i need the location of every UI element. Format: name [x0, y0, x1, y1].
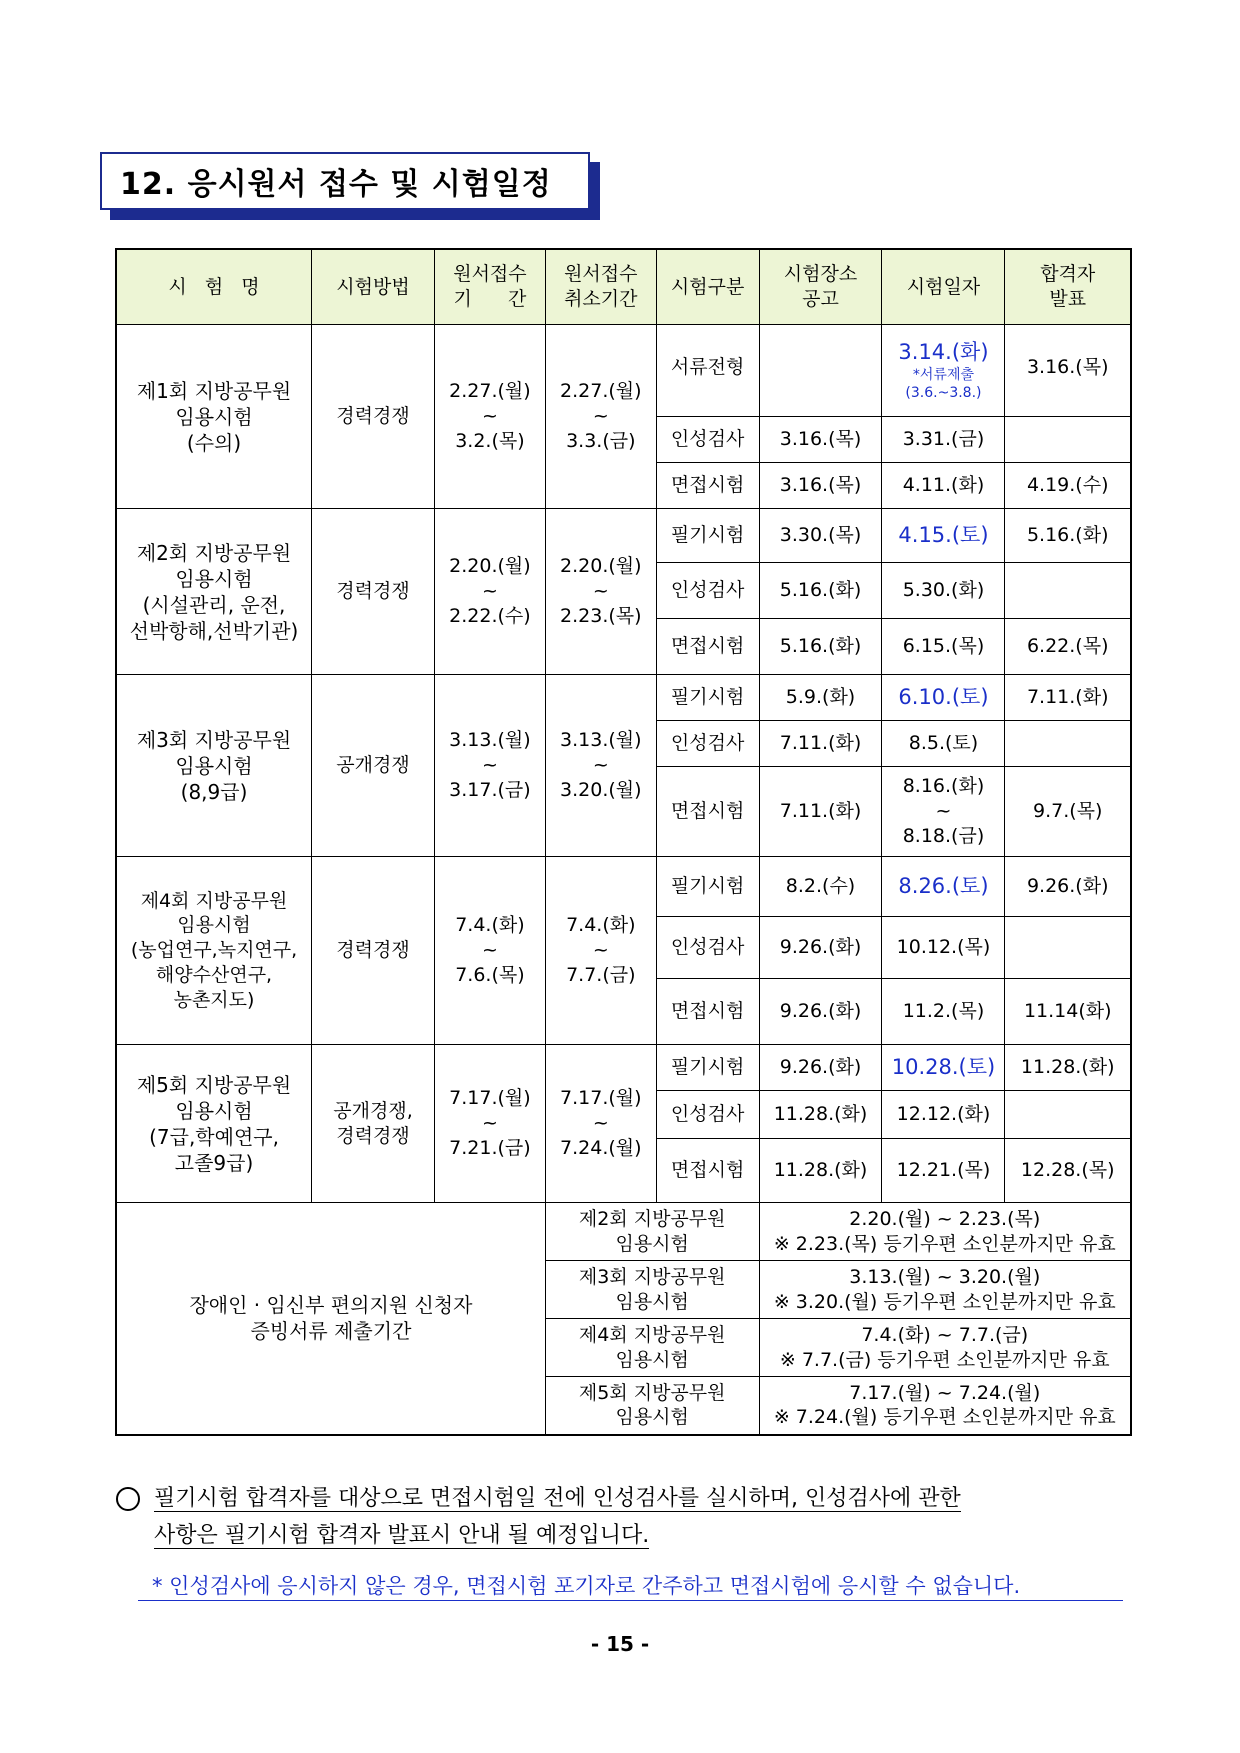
round-4-receipt: 7.4.(화) ~ 7.6.(목) — [435, 857, 546, 1045]
venue-date: 5.16.(화) — [759, 563, 882, 619]
venue-date: 3.30.(목) — [759, 509, 882, 563]
round-3-method: 공개경쟁 — [312, 675, 435, 857]
header-exam-name: 시 험 명 — [116, 249, 312, 325]
table-row — [116, 857, 1131, 917]
result-date: 9.7.(목) — [1005, 767, 1131, 857]
stage-label: 필기시험 — [656, 509, 759, 563]
venue-date: 5.16.(화) — [759, 619, 882, 675]
result-date — [1005, 721, 1131, 767]
round-3-receipt: 3.13.(월) ~ 3.17.(금) — [435, 675, 546, 857]
notes-section — [112, 1480, 1142, 1555]
round-1-cancel: 2.27.(월) ~ 3.3.(금) — [545, 325, 656, 509]
round-5-receipt: 7.17.(월) ~ 7.21.(금) — [435, 1045, 546, 1203]
page-number: - 15 - — [590, 1632, 650, 1656]
exam-date: 12.21.(목) — [882, 1139, 1005, 1203]
stage-label: 면접시험 — [656, 1139, 759, 1203]
table-row — [116, 1045, 1131, 1091]
convenience-round: 제5회 지방공무원 임용시험 — [545, 1377, 759, 1435]
stage-label: 필기시험 — [656, 675, 759, 721]
venue-date: 5.9.(화) — [759, 675, 882, 721]
stage-label: 면접시험 — [656, 767, 759, 857]
table-row — [116, 1203, 1131, 1261]
exam-date: 3.14.(화) *서류제출 (3.6.~3.8.) — [882, 325, 1005, 417]
exam-date: 10.28.(토) — [882, 1045, 1005, 1091]
round-3-cancel: 3.13.(월) ~ 3.20.(월) — [545, 675, 656, 857]
round-2-method: 경력경쟁 — [312, 509, 435, 675]
round-2-receipt: 2.20.(월) ~ 2.22.(수) — [435, 509, 546, 675]
exam-date: 4.11.(화) — [882, 463, 1005, 509]
exam-date: 3.31.(금) — [882, 417, 1005, 463]
result-date: 7.11.(화) — [1005, 675, 1131, 721]
round-5-method: 공개경쟁, 경력경쟁 — [312, 1045, 435, 1203]
stage-label: 서류전형 — [656, 325, 759, 417]
venue-date: 9.26.(화) — [759, 917, 882, 979]
round-2-cancel: 2.20.(월) ~ 2.23.(목) — [545, 509, 656, 675]
header-result: 합격자 발표 — [1005, 249, 1131, 325]
header-method: 시험방법 — [312, 249, 435, 325]
stage-label: 인성검사 — [656, 563, 759, 619]
exam-schedule-table — [115, 248, 1132, 1436]
venue-date: 11.28.(화) — [759, 1139, 882, 1203]
round-5-cancel: 7.17.(월) ~ 7.24.(월) — [545, 1045, 656, 1203]
round-1-method: 경력경쟁 — [312, 325, 435, 509]
round-3-name: 제3회 지방공무원 임용시험 (8,9급) — [116, 675, 312, 857]
exam-date: 8.26.(토) — [882, 857, 1005, 917]
round-1-receipt: 2.27.(월) ~ 3.2.(목) — [435, 325, 546, 509]
exam-date: 8.5.(토) — [882, 721, 1005, 767]
section-title: 12. 응시원서 접수 및 시험일정 — [100, 152, 590, 210]
result-date — [1005, 917, 1131, 979]
note-main-line-1: 필기시험 합격자를 대상으로 면접시험일 전에 인성검사를 실시하며, 인성검사에 관한 — [154, 1486, 961, 1511]
table-row — [116, 325, 1131, 417]
convenience-round: 제3회 지방공무원 임용시험 — [545, 1261, 759, 1319]
result-date: 3.16.(목) — [1005, 325, 1131, 417]
exam-date: 4.15.(토) — [882, 509, 1005, 563]
stage-label: 면접시험 — [656, 463, 759, 509]
stage-label: 인성검사 — [656, 917, 759, 979]
result-date: 11.14(화) — [1005, 979, 1131, 1045]
table-header-row — [116, 249, 1131, 325]
round-4-method: 경력경쟁 — [312, 857, 435, 1045]
venue-date: 8.2.(수) — [759, 857, 882, 917]
convenience-period: 3.13.(월) ~ 3.20.(월) ※ 3.20.(월) 등기우편 소인분까지만 유효 — [759, 1261, 1131, 1319]
convenience-period: 2.20.(월) ~ 2.23.(목) ※ 2.23.(목) 등기우편 소인분까지만 유효 — [759, 1203, 1131, 1261]
stage-label: 면접시험 — [656, 619, 759, 675]
stage-label: 인성검사 — [656, 721, 759, 767]
table-row — [116, 675, 1131, 721]
result-date: 5.16.(화) — [1005, 509, 1131, 563]
table-row — [116, 509, 1131, 563]
round-2-name: 제2회 지방공무원 임용시험 (시설관리, 운전, 선박항해,선박기관) — [116, 509, 312, 675]
exam-date: 10.12.(목) — [882, 917, 1005, 979]
header-exam-date: 시험일자 — [882, 249, 1005, 325]
venue-date: 9.26.(화) — [759, 1045, 882, 1091]
convenience-period: 7.4.(화) ~ 7.7.(금) ※ 7.7.(금) 등기우편 소인분까지만 유효 — [759, 1319, 1131, 1377]
venue-date: 9.26.(화) — [759, 979, 882, 1045]
result-date — [1005, 417, 1131, 463]
exam-date: 11.2.(목) — [882, 979, 1005, 1045]
venue-date: 11.28.(화) — [759, 1091, 882, 1139]
exam-date: 6.15.(목) — [882, 619, 1005, 675]
note-main-line-2: 사항은 필기시험 합격자 발표시 안내 될 예정입니다. — [154, 1523, 650, 1549]
round-5-name: 제5회 지방공무원 임용시험 (7급,학예연구, 고졸9급) — [116, 1045, 312, 1203]
circle-bullet-icon — [116, 1487, 140, 1511]
round-4-name: 제4회 지방공무원 임용시험 (농업연구,녹지연구, 해양수산연구, 농촌지도) — [116, 857, 312, 1045]
stage-label: 인성검사 — [656, 1091, 759, 1139]
header-stage: 시험구분 — [656, 249, 759, 325]
round-1-name: 제1회 지방공무원 임용시험 (수의) — [116, 325, 312, 509]
convenience-round: 제2회 지방공무원 임용시험 — [545, 1203, 759, 1261]
venue-date — [759, 325, 882, 417]
round-4-cancel: 7.4.(화) ~ 7.7.(금) — [545, 857, 656, 1045]
venue-date: 3.16.(목) — [759, 463, 882, 509]
convenience-period: 7.17.(월) ~ 7.24.(월) ※ 7.24.(월) 등기우편 소인분까지만 유효 — [759, 1377, 1131, 1435]
exam-date: 8.16.(화) ~ 8.18.(금) — [882, 767, 1005, 857]
note-sub: * 인성검사에 응시하지 않은 경우, 면접시험 포기자로 간주하고 면접시험에 응시할 수 없습니다. — [138, 1570, 1123, 1601]
exam-date: 6.10.(토) — [882, 675, 1005, 721]
header-venue-notice: 시험장소 공고 — [759, 249, 882, 325]
exam-date: 12.12.(화) — [882, 1091, 1005, 1139]
stage-label: 인성검사 — [656, 417, 759, 463]
result-date — [1005, 563, 1131, 619]
result-date: 11.28.(화) — [1005, 1045, 1131, 1091]
venue-date: 7.11.(화) — [759, 767, 882, 857]
result-date: 6.22.(목) — [1005, 619, 1131, 675]
stage-label: 필기시험 — [656, 857, 759, 917]
result-date — [1005, 1091, 1131, 1139]
result-date: 12.28.(목) — [1005, 1139, 1131, 1203]
stage-label: 면접시험 — [656, 979, 759, 1045]
header-cancel-period: 원서접수 취소기간 — [545, 249, 656, 325]
header-receipt-period: 원서접수 기 간 — [435, 249, 546, 325]
result-date: 9.26.(화) — [1005, 857, 1131, 917]
venue-date: 3.16.(목) — [759, 417, 882, 463]
venue-date: 7.11.(화) — [759, 721, 882, 767]
convenience-label: 장애인 · 임신부 편의지원 신청자 증빙서류 제출기간 — [116, 1203, 545, 1435]
stage-label: 필기시험 — [656, 1045, 759, 1091]
exam-date: 5.30.(화) — [882, 563, 1005, 619]
result-date: 4.19.(수) — [1005, 463, 1131, 509]
convenience-round: 제4회 지방공무원 임용시험 — [545, 1319, 759, 1377]
note-main — [112, 1480, 1142, 1555]
